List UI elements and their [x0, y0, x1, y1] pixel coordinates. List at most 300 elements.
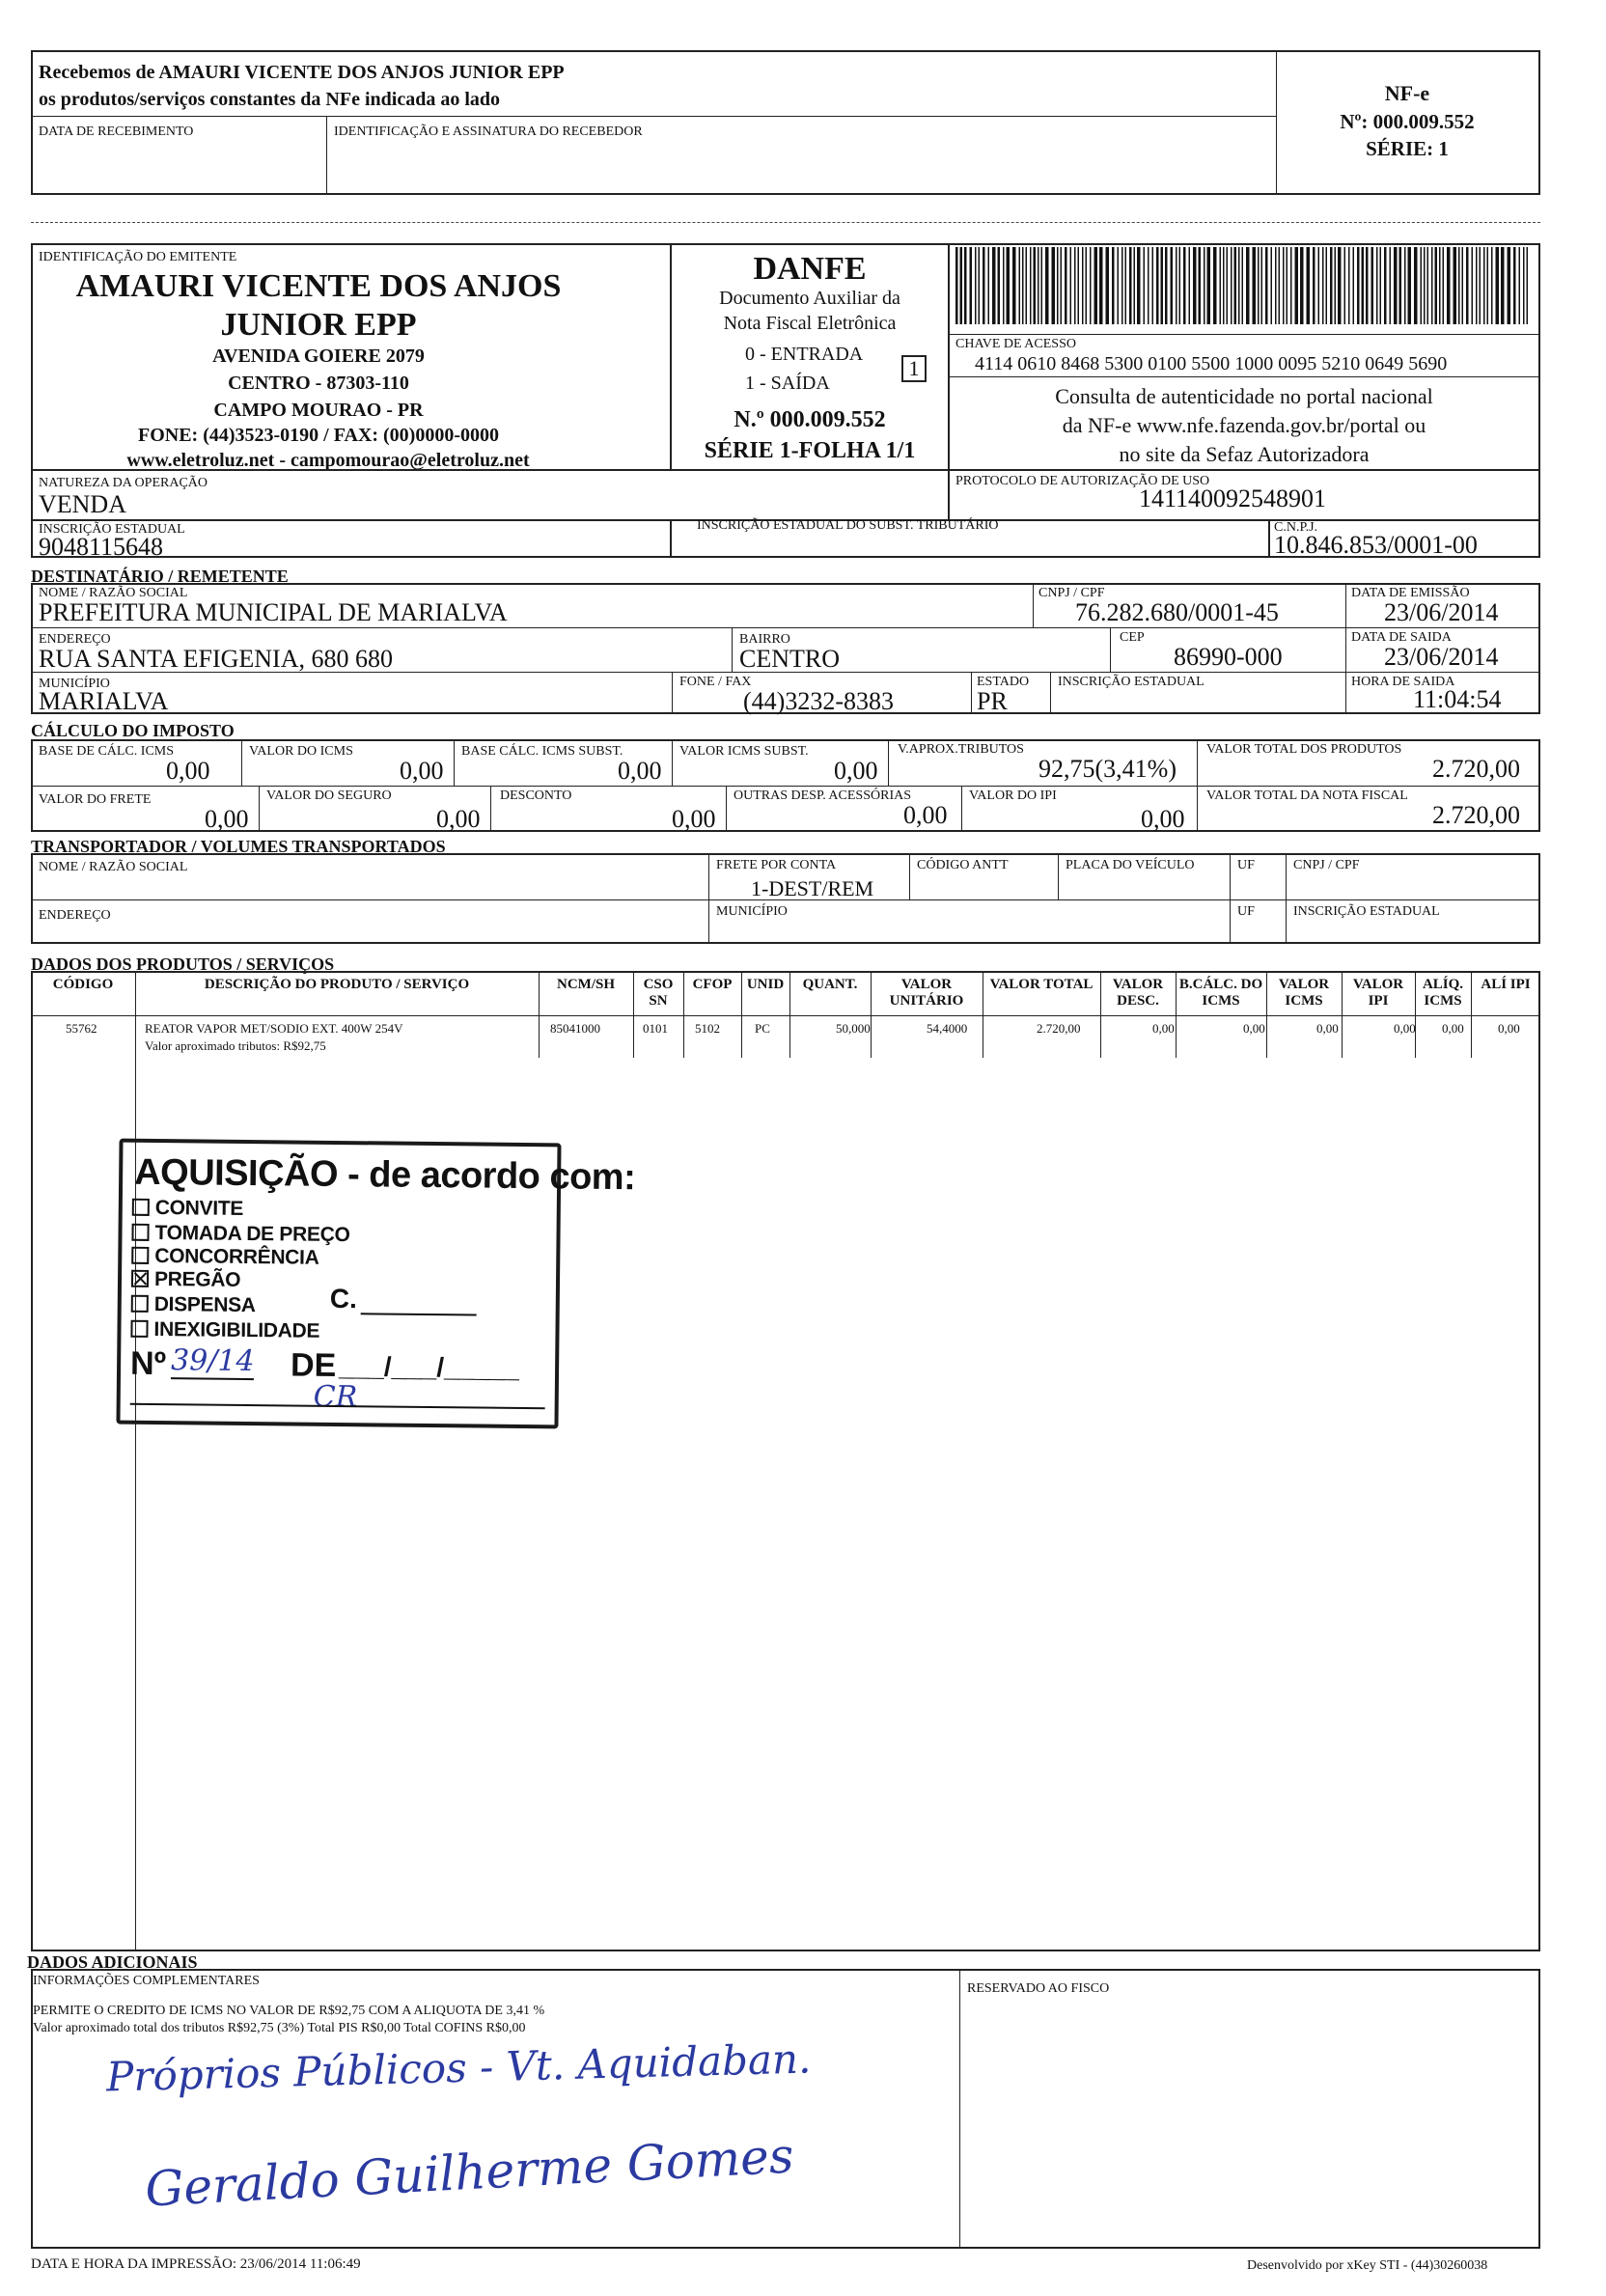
tax-icms-label: VALOR DO ICMS — [249, 744, 353, 759]
barcode-bar — [1275, 247, 1277, 324]
recipient-state-label: ESTADO — [977, 675, 1030, 689]
fisco-label: RESERVADO AO FISCO — [967, 1981, 1110, 1996]
products-column-divider — [1342, 971, 1343, 1058]
recipient-city-label: MUNICÍPIO — [39, 677, 110, 691]
recipient-district: CENTRO — [739, 645, 840, 673]
recipient-address-label: ENDEREÇO — [39, 632, 111, 647]
receipt-signature-label: IDENTIFICAÇÃO E ASSINATURA DO RECEBEDOR — [334, 124, 643, 139]
product-desc: REATOR VAPOR MET/SODIO EXT. 400W 254V — [145, 1021, 403, 1036]
danfe-number: N.º 000.009.552 — [734, 407, 886, 432]
checkbox-icon — [131, 1247, 149, 1264]
emitter-name-2: JUNIOR EPP — [220, 307, 417, 343]
barcode-bar — [1065, 247, 1067, 324]
barcode-bar — [1003, 247, 1005, 324]
barcode-bar — [1384, 247, 1387, 324]
barcode-bar — [1118, 247, 1120, 324]
danfe-saida: 1 - SAÍDA — [745, 373, 830, 394]
recipient-ie-label: INSCRIÇÃO ESTADUAL — [1058, 675, 1204, 689]
barcode-bar — [1220, 247, 1222, 324]
ie-label: INSCRIÇÃO ESTADUAL — [39, 522, 185, 537]
transport-antt-label: CÓDIGO ANTT — [917, 858, 1009, 872]
product-ipi: 0,00 — [1394, 1021, 1416, 1036]
recipient-phone: (44)3232-8383 — [743, 687, 894, 715]
barcode-bar — [1519, 247, 1521, 324]
products-column-divider — [1471, 971, 1472, 1058]
recipient-emission-label: DATA DE EMISSÃO — [1351, 586, 1470, 600]
barcode-bar — [1099, 247, 1103, 324]
product-total: 2.720,00 — [1037, 1021, 1081, 1036]
product-aliq-ipi: 0,00 — [1498, 1021, 1520, 1036]
barcode-bar — [1227, 247, 1229, 324]
barcode-bar — [1508, 247, 1511, 324]
tax-other: 0,00 — [903, 801, 948, 829]
barcode-bar — [992, 247, 996, 324]
barcode-bar — [1466, 247, 1469, 324]
barcode-bar — [1179, 247, 1181, 324]
barcode-bar — [955, 247, 958, 324]
barcode-bar — [1390, 247, 1392, 324]
barcode-bar — [1527, 247, 1529, 324]
product-unit: PC — [755, 1021, 770, 1036]
barcode-bar — [1057, 247, 1059, 324]
barcode-bar — [1476, 247, 1478, 324]
product-qty: 50,000 — [836, 1021, 871, 1036]
products-column-divider — [633, 971, 634, 1058]
product-disc: 0,00 — [1152, 1021, 1175, 1036]
barcode-bar — [1307, 247, 1311, 324]
stamp-option-pregao: PREGÃO — [131, 1268, 240, 1292]
tax-base-st-label: BASE CÁLC. ICMS SUBST. — [461, 744, 623, 759]
additional-info-label: INFORMAÇÕES COMPLEMENTARES — [33, 1974, 260, 1988]
tax-base-icms-label: BASE DE CÁLC. ICMS — [39, 744, 175, 759]
barcode-bar — [1366, 247, 1369, 324]
recipient-phone-label: FONE / FAX — [679, 675, 752, 689]
product-cso: 0101 — [643, 1021, 668, 1036]
receipt-line-2: os produtos/serviços constantes da NFe indicada ao lado — [39, 89, 501, 110]
barcode-bar — [1258, 247, 1260, 324]
recipient-cep-label: CEP — [1120, 630, 1145, 645]
transport-section: TRANSPORTADOR / VOLUMES TRANSPORTADOS — [31, 837, 446, 856]
barcode-bar — [1242, 247, 1244, 324]
checkbox-icon — [132, 1199, 150, 1216]
danfe-sub-1: Documento Auxiliar da — [719, 288, 900, 309]
transport-uf-label: UF — [1237, 858, 1255, 872]
additional-info-2: Valor aproximado total dos tributos R$92,75 (3%) Total PIS R$0,00 Total COFINS R$0,00 — [33, 2021, 526, 2035]
barcode-bar — [1344, 247, 1346, 324]
barcode-bar — [1421, 247, 1423, 324]
product-ncm: 85041000 — [550, 1021, 600, 1036]
barcode-bar — [1134, 247, 1136, 324]
products-header-4: CFOP — [692, 977, 733, 992]
emitter-district: CENTRO - 87303-110 — [228, 373, 409, 394]
receipt-line-1: Recebemos de AMAURI VICENTE DOS ANJOS JUNIOR EPP — [39, 62, 565, 83]
recipient-city: MARIALVA — [39, 687, 169, 715]
transport-city-label: MUNICÍPIO — [716, 904, 788, 919]
barcode-bar — [1318, 247, 1320, 324]
cnpj-label: C.N.P.J. — [1274, 520, 1318, 535]
product-unit-value: 54,4000 — [927, 1021, 968, 1036]
danfe-type-box: 1 — [901, 355, 927, 382]
recipient-section: DESTINATÁRIO / REMETENTE — [31, 567, 289, 586]
barcode-bar — [1300, 247, 1304, 324]
checkbox-icon — [131, 1224, 149, 1241]
tax-icms-st-label: VALOR ICMS SUBST. — [679, 744, 809, 759]
ie-value: 9048115648 — [39, 533, 164, 561]
product-desc-2: Valor aproximado tributos: R$92,75 — [145, 1038, 326, 1053]
barcode-bar — [1234, 247, 1237, 324]
barcode-bar — [1156, 247, 1159, 324]
tax-ipi: 0,00 — [1141, 805, 1185, 833]
cut-line — [31, 222, 1540, 223]
barcode-bar — [1447, 247, 1451, 324]
ie-st-label: INSCRIÇÃO ESTADUAL DO SUBST. TRIBUTÁRIO — [697, 518, 999, 533]
consult-line-2: da NF-e www.nfe.fazenda.gov.br/portal ou — [1062, 413, 1426, 437]
stamp-option-tomada: TOMADA DE PREÇO — [131, 1222, 349, 1247]
barcode-bar — [1427, 247, 1429, 324]
product-base-icms: 0,00 — [1243, 1021, 1265, 1036]
emitter-address: AVENIDA GOIERE 2079 — [212, 346, 425, 367]
products-column-divider — [1266, 971, 1267, 1058]
barcode-bar — [1523, 247, 1525, 324]
product-aliq-icms: 0,00 — [1442, 1021, 1464, 1036]
tax-discount: 0,00 — [672, 805, 716, 833]
receipt-date-label: DATA DE RECEBIMENTO — [39, 124, 194, 139]
danfe-entrada: 0 - ENTRADA — [745, 344, 864, 365]
barcode-bar — [1152, 247, 1154, 324]
protocol-label: PROTOCOLO DE AUTORIZAÇÃO DE USO — [955, 474, 1210, 488]
additional-section: DADOS ADICIONAIS — [27, 1952, 198, 1972]
recipient-name-label: NOME / RAZÃO SOCIAL — [39, 586, 188, 600]
products-header-2: NCM/SH — [557, 977, 615, 992]
stamp-date-blank: ___/___/_____ — [338, 1351, 520, 1383]
stamp-number: 39/14 — [170, 1343, 255, 1379]
barcode-bar — [1435, 247, 1438, 324]
barcode-bar — [1078, 247, 1080, 324]
barcode-bar — [1404, 247, 1406, 324]
products-column-divider — [1415, 971, 1416, 1058]
barcode-bar — [1424, 247, 1426, 324]
barcode-bar — [1204, 247, 1205, 324]
stamp-option-concorrencia: CONCORRÊNCIA — [131, 1245, 318, 1270]
stamp-title: AQUISIÇÃO - de acordo com: — [133, 1151, 636, 1199]
product-icms: 0,00 — [1316, 1021, 1339, 1036]
barcode-bar — [1513, 247, 1516, 324]
recipient-exit: 23/06/2014 — [1384, 643, 1499, 671]
access-key-label: CHAVE DE ACESSO — [955, 337, 1076, 351]
recipient-cep: 86990-000 — [1174, 643, 1283, 671]
recipient-name: PREFEITURA MUNICIPAL DE MARIALVA — [39, 598, 508, 626]
products-column-divider — [741, 971, 742, 1058]
nature-value: VENDA — [39, 490, 126, 518]
barcode-bar — [1501, 247, 1505, 324]
product-cfop: 5102 — [695, 1021, 720, 1036]
products-column-divider — [135, 971, 136, 1951]
barcode-bar — [1199, 247, 1202, 324]
print-date: DATA E HORA DA IMPRESSÃO: 23/06/2014 11:06:49 — [31, 2256, 361, 2272]
barcode-bar — [1330, 247, 1333, 324]
barcode-bar — [1362, 247, 1365, 324]
barcode-bar — [1165, 247, 1168, 324]
barcode-bar — [1189, 247, 1191, 324]
barcode-bar — [1034, 247, 1037, 324]
barcode-bar — [988, 247, 990, 324]
danfe-sub-2: Nota Fiscal Eletrônica — [723, 313, 897, 334]
barcode-bar — [1454, 247, 1457, 324]
recipient-hour-label: HORA DE SAIDA — [1351, 675, 1455, 689]
barcode — [955, 247, 1533, 324]
products-header-11: VALOR ICMS — [1278, 977, 1330, 1009]
barcode-bar — [1094, 247, 1098, 324]
tax-note-total: 2.720,00 — [1432, 801, 1520, 829]
barcode-bar — [1462, 247, 1464, 324]
barcode-bar — [1082, 247, 1084, 324]
barcode-bar — [1295, 247, 1299, 324]
barcode-bar — [1480, 247, 1481, 324]
barcode-bar — [1213, 247, 1217, 324]
developer-credit: Desenvolvido por xKey STI - (44)30260038 — [1247, 2258, 1488, 2273]
barcode-bar — [1261, 247, 1263, 324]
consult-line-3: no site da Sefaz Autorizadora — [1119, 442, 1370, 466]
products-table — [31, 971, 1540, 1951]
stamp-c-label: C. — [329, 1283, 357, 1314]
tax-discount-label: DESCONTO — [500, 788, 572, 803]
barcode-bar — [1487, 247, 1489, 324]
product-code: 55762 — [66, 1021, 97, 1036]
barcode-bar — [1283, 247, 1285, 324]
barcode-bar — [1144, 247, 1146, 324]
checkbox-icon — [130, 1320, 148, 1338]
checked-checkbox-icon — [131, 1270, 149, 1287]
barcode-bar — [1193, 247, 1197, 324]
emitter-name-1: AMAURI VICENTE DOS ANJOS — [75, 268, 562, 304]
stamp-option-dispensa: DISPENSA — [131, 1293, 256, 1317]
barcode-bar — [1265, 247, 1268, 324]
tax-icms-st: 0,00 — [834, 757, 878, 785]
barcode-bar — [1290, 247, 1292, 324]
emitter-city: CAMPO MOURAO - PR — [213, 400, 424, 421]
additional-info-1: PERMITE O CREDITO DE ICMS NO VALOR DE R$92,75 COM A ALIQUOTA DE 3,41 % — [33, 2004, 545, 2018]
barcode-bar — [1380, 247, 1382, 324]
tax-ipi-label: VALOR DO IPI — [969, 788, 1057, 803]
recipient-exit-label: DATA DE SAIDA — [1351, 630, 1452, 645]
danfe-title: DANFE — [753, 251, 867, 287]
barcode-bar — [1313, 247, 1315, 324]
barcode-bar — [1271, 247, 1273, 324]
barcode-bar — [1431, 247, 1433, 324]
barcode-bar — [1161, 247, 1164, 324]
barcode-bar — [1106, 247, 1110, 324]
products-header-1: DESCRIÇÃO DO PRODUTO / SERVIÇO — [204, 977, 470, 992]
transport-freight: 1-DEST/REM — [751, 876, 874, 900]
barcode-bar — [998, 247, 1001, 324]
barcode-bar — [1279, 247, 1281, 324]
barcode-bar — [1371, 247, 1374, 324]
tax-insurance-label: VALOR DO SEGURO — [266, 788, 392, 803]
recipient-cnpj-label: CNPJ / CPF — [1038, 586, 1105, 600]
tax-approx: 92,75(3,41%) — [1038, 755, 1177, 783]
danfe-series: SÉRIE 1-FOLHA 1/1 — [704, 438, 916, 463]
barcode-bar — [1030, 247, 1032, 324]
protocol-value: 141140092548901 — [1139, 484, 1327, 512]
barcode-bar — [1137, 247, 1141, 324]
products-header-7: VALOR UNITÁRIO — [889, 977, 964, 1009]
barcode-bar — [1070, 247, 1072, 324]
acquisition-stamp — [116, 1139, 636, 1429]
products-header-5: UNID — [746, 977, 785, 992]
barcode-bar — [1086, 247, 1088, 324]
products-column-divider — [871, 971, 872, 1058]
recipient-cnpj: 76.282.680/0001-45 — [1075, 598, 1279, 626]
stamp-number-label: Nº — [129, 1344, 167, 1383]
products-header-13: ALÍQ. ICMS — [1422, 977, 1464, 1009]
emitter-phone: FONE: (44)3523-0190 / FAX: (00)0000-0000 — [137, 425, 499, 446]
stamp-option-convite: CONVITE — [132, 1197, 243, 1221]
barcode-bar — [960, 247, 963, 324]
barcode-bar — [1376, 247, 1378, 324]
barcode-bar — [1399, 247, 1402, 324]
barcode-bar — [970, 247, 973, 324]
barcode-bar — [1045, 247, 1049, 324]
products-column-divider — [683, 971, 684, 1058]
products-header-12: VALOR IPI — [1352, 977, 1404, 1009]
recipient-emission: 23/06/2014 — [1384, 598, 1499, 626]
handwritten-note: Próprios Públicos - Vt. Aquidaban. — [105, 2034, 812, 2101]
products-column-divider — [789, 971, 790, 1058]
products-header-0: CÓDIGO — [52, 977, 114, 992]
stamp-de-label: DE — [290, 1346, 337, 1384]
barcode-bar — [1408, 247, 1412, 324]
checkbox-icon — [131, 1295, 149, 1313]
barcode-bar — [1038, 247, 1039, 324]
barcode-bar — [1231, 247, 1232, 324]
transport-uf2-label: UF — [1237, 904, 1255, 919]
barcode-bar — [1090, 247, 1092, 324]
products-header-6: QUANT. — [802, 977, 858, 992]
barcode-bar — [1112, 247, 1115, 324]
products-header-3: CSO SN — [643, 977, 674, 1009]
barcode-bar — [1022, 247, 1024, 324]
barcode-bar — [1238, 247, 1240, 324]
barcode-bar — [1414, 247, 1418, 324]
products-header-8: VALOR TOTAL — [989, 977, 1094, 992]
products-header-10: B.CÁLC. DO ICMS — [1178, 977, 1263, 1009]
barcode-bar — [983, 247, 985, 324]
barcode-bar — [1326, 247, 1328, 324]
tax-note-total-label: VALOR TOTAL DA NOTA FISCAL — [1206, 788, 1408, 803]
recipient-address: RUA SANTA EFIGENIA, 680 680 — [39, 645, 393, 673]
receipt-nfe-number: Nº: 000.009.552 — [1340, 110, 1475, 133]
tax-section: CÁLCULO DO IMPOSTO — [31, 721, 235, 740]
stamp-c-line — [361, 1313, 477, 1315]
barcode-bar — [964, 247, 967, 324]
emitter-label: IDENTIFICAÇÃO DO EMITENTE — [39, 250, 237, 264]
barcode-bar — [1322, 247, 1324, 324]
barcode-bar — [1439, 247, 1441, 324]
barcode-bar — [1357, 247, 1360, 324]
barcode-bar — [1496, 247, 1500, 324]
barcode-bar — [1074, 247, 1076, 324]
barcode-bar — [1253, 247, 1257, 324]
barcode-bar — [1207, 247, 1211, 324]
tax-freight: 0,00 — [205, 805, 249, 833]
recipient-state: PR — [977, 687, 1008, 715]
barcode-bar — [1026, 247, 1028, 324]
barcode-bar — [1125, 247, 1127, 324]
tax-approx-label: V.APROX.TRIBUTOS — [898, 742, 1024, 757]
products-header-14: ALÍ IPI — [1481, 977, 1531, 992]
tax-base-icms: 0,00 — [166, 757, 210, 785]
tax-other-label: OUTRAS DESP. ACESSÓRIAS — [734, 788, 911, 803]
barcode-bar — [1052, 247, 1056, 324]
cnpj-value: 10.846.853/0001-00 — [1274, 531, 1478, 559]
access-key: 4114 0610 8468 5300 0100 5500 1000 0095 5210 0649 5690 — [975, 353, 1448, 374]
barcode-bar — [1338, 247, 1342, 324]
receipt-nfe-series: SÉRIE: 1 — [1366, 137, 1449, 160]
tax-insurance: 0,00 — [436, 805, 481, 833]
barcode-bar — [1335, 247, 1337, 324]
barcode-bar — [1353, 247, 1355, 324]
receipt-nfe-title: NF-e — [1384, 81, 1430, 105]
barcode-bar — [1176, 247, 1177, 324]
tax-base-st: 0,00 — [618, 757, 662, 785]
barcode-bar — [1472, 247, 1474, 324]
transport-freight-label: FRETE POR CONTA — [716, 858, 837, 872]
barcode-bar — [979, 247, 981, 324]
transport-plate-label: PLACA DO VEÍCULO — [1066, 858, 1195, 872]
stamp-initials: CR — [313, 1379, 358, 1415]
barcode-bar — [1183, 247, 1186, 324]
barcode-bar — [1148, 247, 1149, 324]
transport-cnpj-label: CNPJ / CPF — [1293, 858, 1360, 872]
tax-icms: 0,00 — [400, 757, 444, 785]
stamp-option-inexigibilidade: INEXIGIBILIDADE — [130, 1318, 319, 1343]
barcode-bar — [1129, 247, 1132, 324]
products-section: DADOS DOS PRODUTOS / SERVIÇOS — [31, 954, 335, 974]
barcode-bar — [1458, 247, 1460, 324]
barcode-bar — [1041, 247, 1043, 324]
barcode-bar — [1223, 247, 1225, 324]
barcode-bar — [1012, 247, 1016, 324]
barcode-bar — [1007, 247, 1011, 324]
products-column-divider — [1176, 971, 1177, 1058]
emitter-web: www.eletroluz.net - campomourao@eletroluz.net — [126, 450, 530, 471]
barcode-bar — [1483, 247, 1485, 324]
nature-label: NATUREZA DA OPERAÇÃO — [39, 476, 208, 490]
tax-products-total: 2.720,00 — [1432, 755, 1520, 783]
recipient-hour: 11:04:54 — [1413, 685, 1502, 713]
recipient-district-label: BAIRRO — [739, 632, 790, 647]
barcode-bar — [1171, 247, 1174, 324]
transport-ie-label: INSCRIÇÃO ESTADUAL — [1293, 904, 1440, 919]
transport-name-label: NOME / RAZÃO SOCIAL — [39, 860, 188, 874]
products-column-divider — [539, 971, 540, 1058]
tax-freight-label: VALOR DO FRETE — [39, 792, 152, 807]
tax-products-total-label: VALOR TOTAL DOS PRODUTOS — [1206, 742, 1402, 757]
barcode-bar — [1443, 247, 1445, 324]
barcode-bar — [1019, 247, 1021, 324]
barcode-bar — [1491, 247, 1493, 324]
barcode-bar — [1061, 247, 1063, 324]
handwritten-signature: Geraldo Guilherme Gomes — [143, 2127, 795, 2218]
products-header-9: VALOR DESC. — [1112, 977, 1164, 1009]
products-column-divider — [1100, 971, 1101, 1058]
barcode-bar — [1287, 247, 1288, 324]
transport-address-label: ENDEREÇO — [39, 908, 111, 923]
consult-line-1: Consulta de autenticidade no portal nacional — [1055, 384, 1433, 408]
barcode-bar — [975, 247, 977, 324]
barcode-bar — [1246, 247, 1250, 324]
barcode-bar — [1121, 247, 1123, 324]
